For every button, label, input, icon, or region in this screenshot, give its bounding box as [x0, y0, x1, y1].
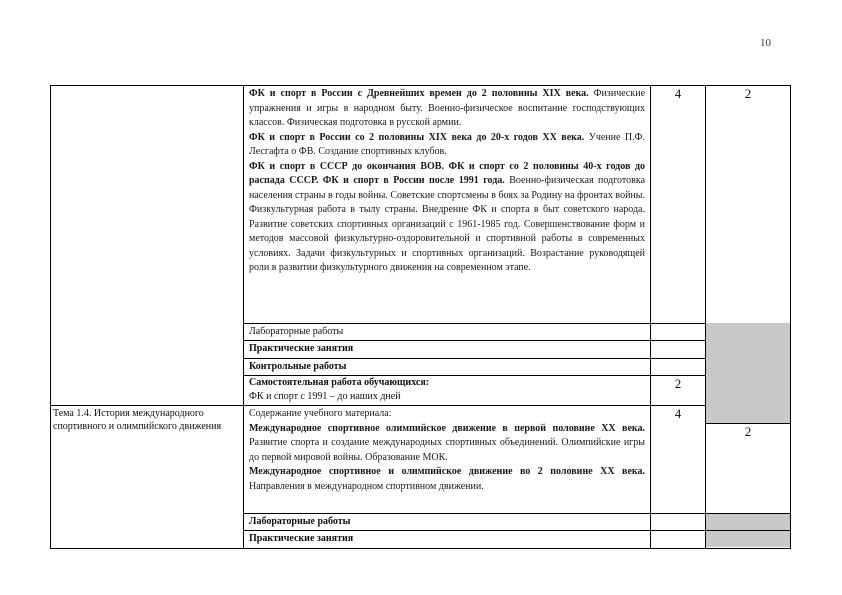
- section-1-heading-2: ФК и спорт в России со 2 половины XIX века до 20-х годов XX века.: [249, 131, 585, 143]
- section-1-text-1: Физические упражнения и игры в народном быту. Военно-физическое воспитание господствующих классов. Физическая подготовка в русской армии.: [249, 88, 645, 128]
- section-2-heading-1: Международное спортивное олимпийское движение в первой половине XX века.: [249, 422, 645, 434]
- section-1-practice-label: Практические занятия: [249, 343, 354, 354]
- section-1-selfwork-topic: ФК и спорт с 1991 – до наших дней: [249, 391, 401, 402]
- section-2-heading-2: Международное спортивное и олимпийское движение во 2 половине XX века.: [249, 466, 645, 477]
- section-1-heading-3: ФК и спорт в СССР до окончания ВОВ. ФК и спорт со 2 половины 40-х годов до распада СССР. ФК и спорт в России после 1991 года.: [249, 160, 645, 186]
- section-2-topic: Тема 1.4. История международного спортивного и олимпийского движения: [53, 408, 222, 432]
- section-2-practice-label: Практические занятия: [249, 533, 354, 544]
- section-2-content: [249, 407, 645, 513]
- section-2-content-label: Содержание учебного материала:: [249, 408, 392, 419]
- section-1-heading-1: ФК и спорт в России с Древнейших времен до 2 половины XIX века.: [249, 88, 589, 99]
- section-1-lab-label: Лабораторные работы: [249, 326, 344, 337]
- section-2-lab-label: Лабораторные работы: [249, 516, 351, 527]
- page-number: 10: [760, 37, 771, 49]
- section-1-control-label: Контрольные работы: [249, 361, 347, 372]
- section-1-level: 2: [744, 86, 752, 101]
- section-1-text-3: Военно-физическая подготовка населения страны в годы войны. Советские спортсмены в боях за Родину на фронтах войны. Физкультурная работа в тылу страны. Внедрение ФК и спорта в быт советского народа. Развитие советских спортивных организаций с 1961-1985 год. Совершенствование форм и методов массовой физкультурно-оздоровительной и спортивной работы в современных условиях. Задачи физкультурных и спортивных организаций. Возрастание руководящей роли в развитии физкультурного движения на современном этапе.: [249, 175, 645, 273]
- section-1-hours: 4: [674, 86, 682, 101]
- section-1-selfwork-hours: 2: [674, 376, 682, 391]
- section-2-text-1: Развитие спорта и создание международных спортивных объединений. Олимпийские игры до первой мировой войны. Образование МОК.: [249, 437, 645, 463]
- section-1-selfwork-label: Самостоятельная работа обучающихся:: [249, 377, 430, 388]
- section-2-text-2: Направления в международном спортивном движении.: [249, 480, 484, 492]
- shaded-cell: [705, 323, 790, 423]
- section-2-level: 2: [744, 424, 752, 439]
- section-2-hours: 4: [674, 406, 682, 421]
- section-1-content: [249, 87, 645, 323]
- section-1-text-2: Учение П.Ф. Лесгафта о ФВ. Создание спортивных клубов.: [249, 131, 645, 157]
